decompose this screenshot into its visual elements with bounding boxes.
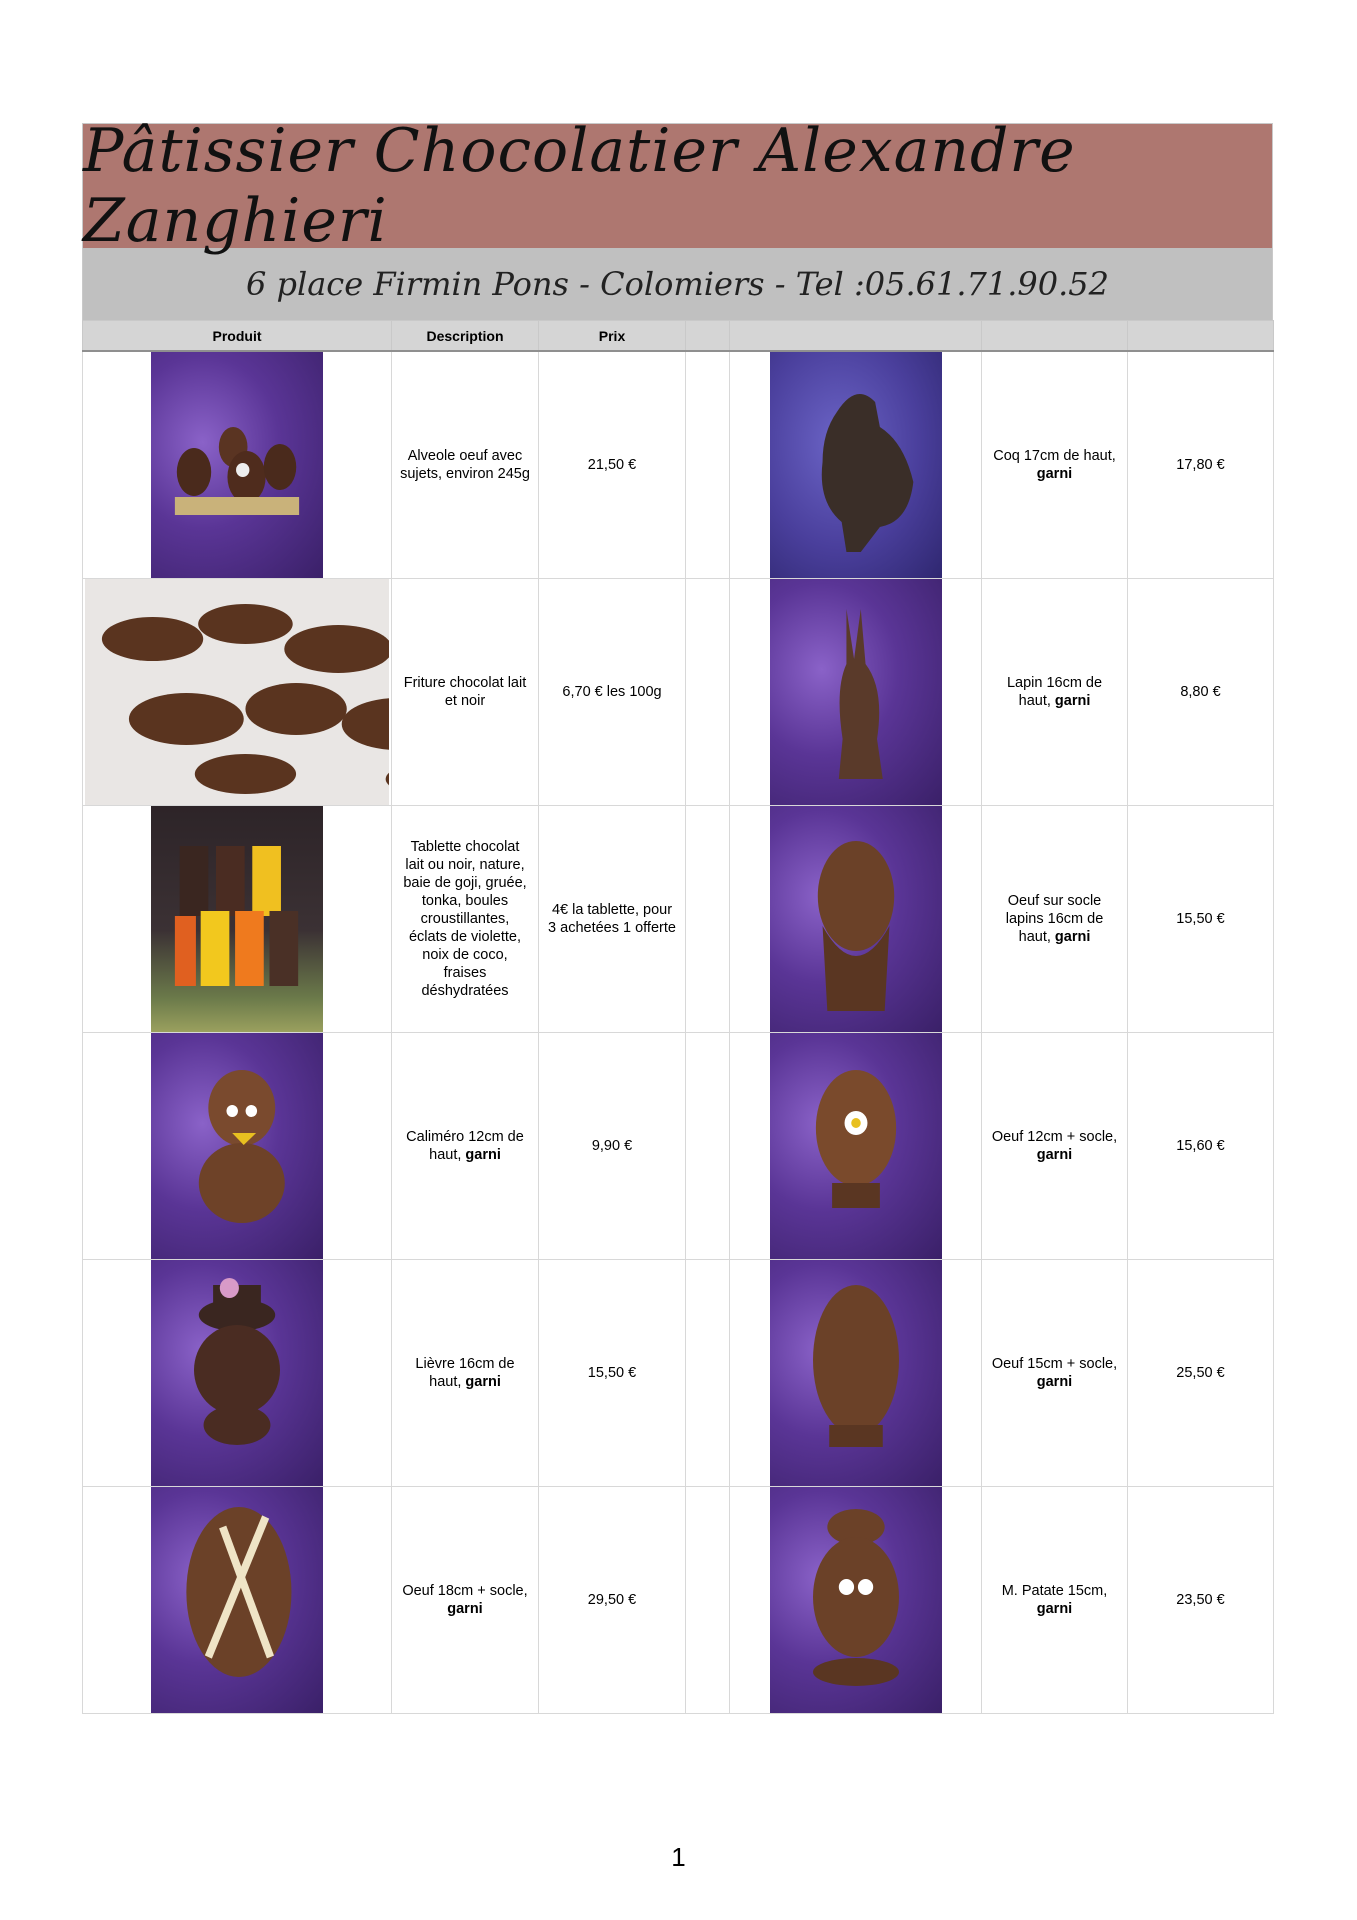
- spacer-cell: [686, 1487, 730, 1714]
- product-photo: [770, 806, 942, 1032]
- column-header-description-right: [982, 321, 1128, 352]
- page-number: 1: [671, 1842, 686, 1872]
- table-row: [83, 806, 1274, 1033]
- description-text: Coq 17cm de haut,: [993, 448, 1116, 464]
- product-description: [982, 806, 1128, 1033]
- product-photo-cell: [83, 1487, 392, 1714]
- spacer-cell: [686, 579, 730, 806]
- product-photo-cell: [83, 806, 392, 1033]
- description-text: M. Patate 15cm,: [1001, 1583, 1108, 1599]
- description-garni: garni: [465, 1147, 501, 1163]
- product-photo-cell: [83, 1260, 392, 1487]
- product-description: [982, 1487, 1128, 1714]
- spacer-cell: [686, 806, 730, 1033]
- product-photo-cell: [730, 806, 982, 1033]
- product-price: 15,50 €: [539, 1260, 686, 1487]
- product-price: 23,50 €: [1128, 1487, 1274, 1714]
- product-photo: [770, 1033, 942, 1259]
- description-garni: garni: [1036, 1374, 1073, 1390]
- address-band: [82, 248, 1273, 320]
- product-price: 15,60 €: [1128, 1033, 1274, 1260]
- product-price: 21,50 €: [539, 351, 686, 579]
- price-list-sheet: [82, 116, 1273, 1714]
- description-garni: garni: [1036, 1147, 1073, 1163]
- spacer-cell: [686, 1260, 730, 1487]
- product-price: 29,50 €: [539, 1487, 686, 1714]
- column-header-description: Description: [392, 321, 539, 352]
- product-description: [392, 579, 539, 806]
- description-text: Friture chocolat lait et noir: [403, 675, 527, 709]
- product-description: [392, 1260, 539, 1487]
- table-header-row: [83, 321, 1274, 352]
- product-photo-cell: [83, 351, 392, 579]
- table-row: [83, 1033, 1274, 1260]
- product-photo: [85, 579, 389, 805]
- product-price: 4€ la tablette, pour 3 achetées 1 offerte: [539, 806, 686, 1033]
- product-photo-cell: [83, 579, 392, 806]
- spacer-cell: [686, 1033, 730, 1260]
- description-text: Oeuf sur socle lapins 16cm de haut,: [1005, 893, 1104, 945]
- product-photo-cell: [730, 1033, 982, 1260]
- table-row: [83, 351, 1274, 579]
- description-text: Oeuf 12cm + socle,: [991, 1129, 1118, 1145]
- product-price: 15,50 €: [1128, 806, 1274, 1033]
- description-garni: garni: [447, 1601, 483, 1617]
- product-photo: [770, 352, 942, 578]
- description-garni: garni: [1054, 929, 1091, 945]
- column-header-prix: Prix: [539, 321, 686, 352]
- description-text: Oeuf 18cm + socle,: [402, 1583, 528, 1599]
- product-photo: [770, 1487, 942, 1713]
- product-photo-cell: [730, 351, 982, 579]
- product-description: [392, 1487, 539, 1714]
- description-garni: garni: [1036, 466, 1073, 482]
- product-photo-cell: [730, 579, 982, 806]
- description-text: Alveole oeuf avec sujets, environ 245g: [400, 448, 530, 482]
- description-garni: garni: [1036, 1601, 1073, 1617]
- column-header-spacer: [686, 321, 730, 352]
- description-text: Lapin 16cm de haut,: [1006, 675, 1103, 709]
- product-table: [82, 320, 1274, 1714]
- column-header-produit-right: [730, 321, 982, 352]
- description-text: Lièvre 16cm de haut,: [415, 1356, 515, 1390]
- description-garni: garni: [465, 1374, 501, 1390]
- product-photo: [151, 352, 323, 578]
- product-description: [392, 806, 539, 1033]
- product-photo: [770, 579, 942, 805]
- spacer-cell: [686, 351, 730, 579]
- product-description: [982, 1260, 1128, 1487]
- product-description: [392, 351, 539, 579]
- shop-title: Pâtissier Chocolatier Alexandre Zanghieri: [83, 116, 1076, 256]
- product-photo: [151, 806, 323, 1032]
- shop-address: 6 place Firmin Pons - Colomiers - Tel :05.61.71.90.52: [245, 265, 1110, 303]
- title-band: [82, 116, 1273, 256]
- column-header-prix-right: [1128, 321, 1274, 352]
- product-price: 9,90 €: [539, 1033, 686, 1260]
- product-photo-cell: [730, 1487, 982, 1714]
- product-description: [982, 351, 1128, 579]
- product-price: 17,80 €: [1128, 351, 1274, 579]
- product-photo-cell: [730, 1260, 982, 1487]
- product-description: [982, 579, 1128, 806]
- product-price: 6,70 € les 100g: [539, 579, 686, 806]
- product-description: [392, 1033, 539, 1260]
- product-price: 25,50 €: [1128, 1260, 1274, 1487]
- description-text: Tablette chocolat lait ou noir, nature, baie de goji, gruée, tonka, boules croustillantes, éclats de violette, noix de coco, fraises déshydratées: [403, 839, 527, 999]
- table-row: [83, 1260, 1274, 1487]
- product-photo-cell: [83, 1033, 392, 1260]
- table-row: [83, 579, 1274, 806]
- product-photo: [151, 1260, 323, 1486]
- description-text: Oeuf 15cm + socle,: [991, 1356, 1118, 1372]
- product-price: 8,80 €: [1128, 579, 1274, 806]
- description-text: Caliméro 12cm de haut,: [406, 1129, 524, 1163]
- product-description: [982, 1033, 1128, 1260]
- product-photo: [770, 1260, 942, 1486]
- column-header-produit: Produit: [83, 321, 392, 352]
- table-row: [83, 1487, 1274, 1714]
- product-photo: [151, 1033, 323, 1259]
- description-garni: garni: [1054, 693, 1091, 709]
- product-photo: [151, 1487, 323, 1713]
